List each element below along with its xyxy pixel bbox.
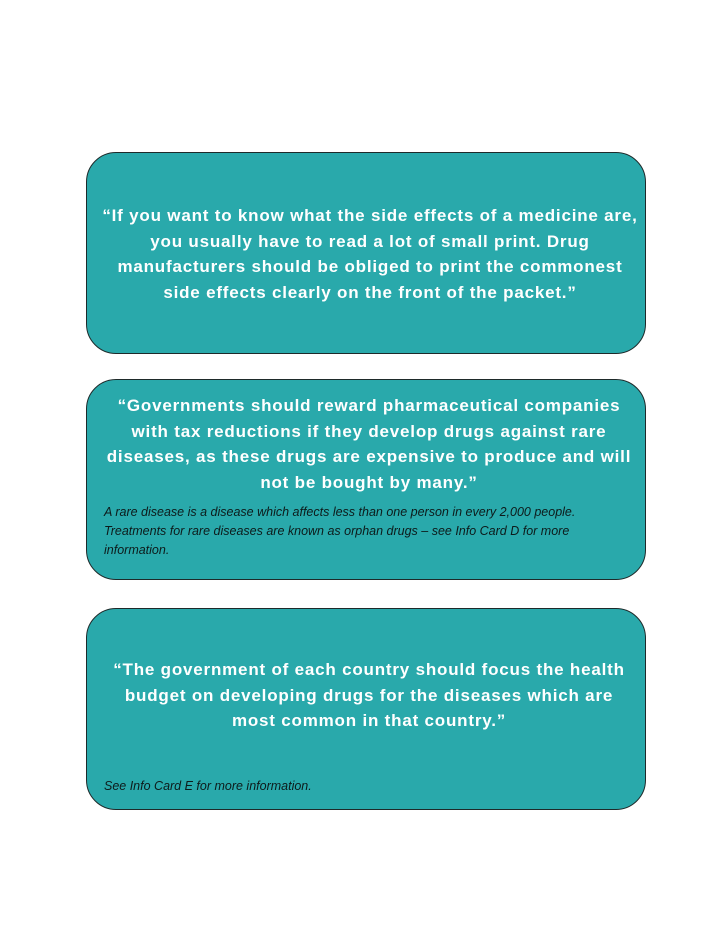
statement-quote: “The government of each country should focus the health budget on developing drugs for the diseases which are most common in that country.” bbox=[113, 660, 625, 730]
statement-card-rare-diseases bbox=[86, 379, 646, 580]
statement-card-side-effects bbox=[86, 152, 646, 354]
statement-quote: “If you want to know what the side effects of a medicine are, you usually have to read a lot of small print. Drug manufacturers should be obliged to print the commonest side effects clearly on the front of the packet.” bbox=[102, 206, 638, 302]
statement-note: A rare disease is a disease which affects less than one person in every 2,000 people. Treatments for rare diseases are known as orphan drugs – see Info Card D for more information. bbox=[104, 505, 576, 557]
statement-quote: “Governments should reward pharmaceutical companies with tax reductions if they develop drugs against rare diseases, as these drugs are expensive to produce and will not be bought by many.” bbox=[106, 396, 632, 492]
statement-note: See Info Card E for more information. bbox=[104, 779, 312, 793]
statement-card-health-budget bbox=[86, 608, 646, 810]
